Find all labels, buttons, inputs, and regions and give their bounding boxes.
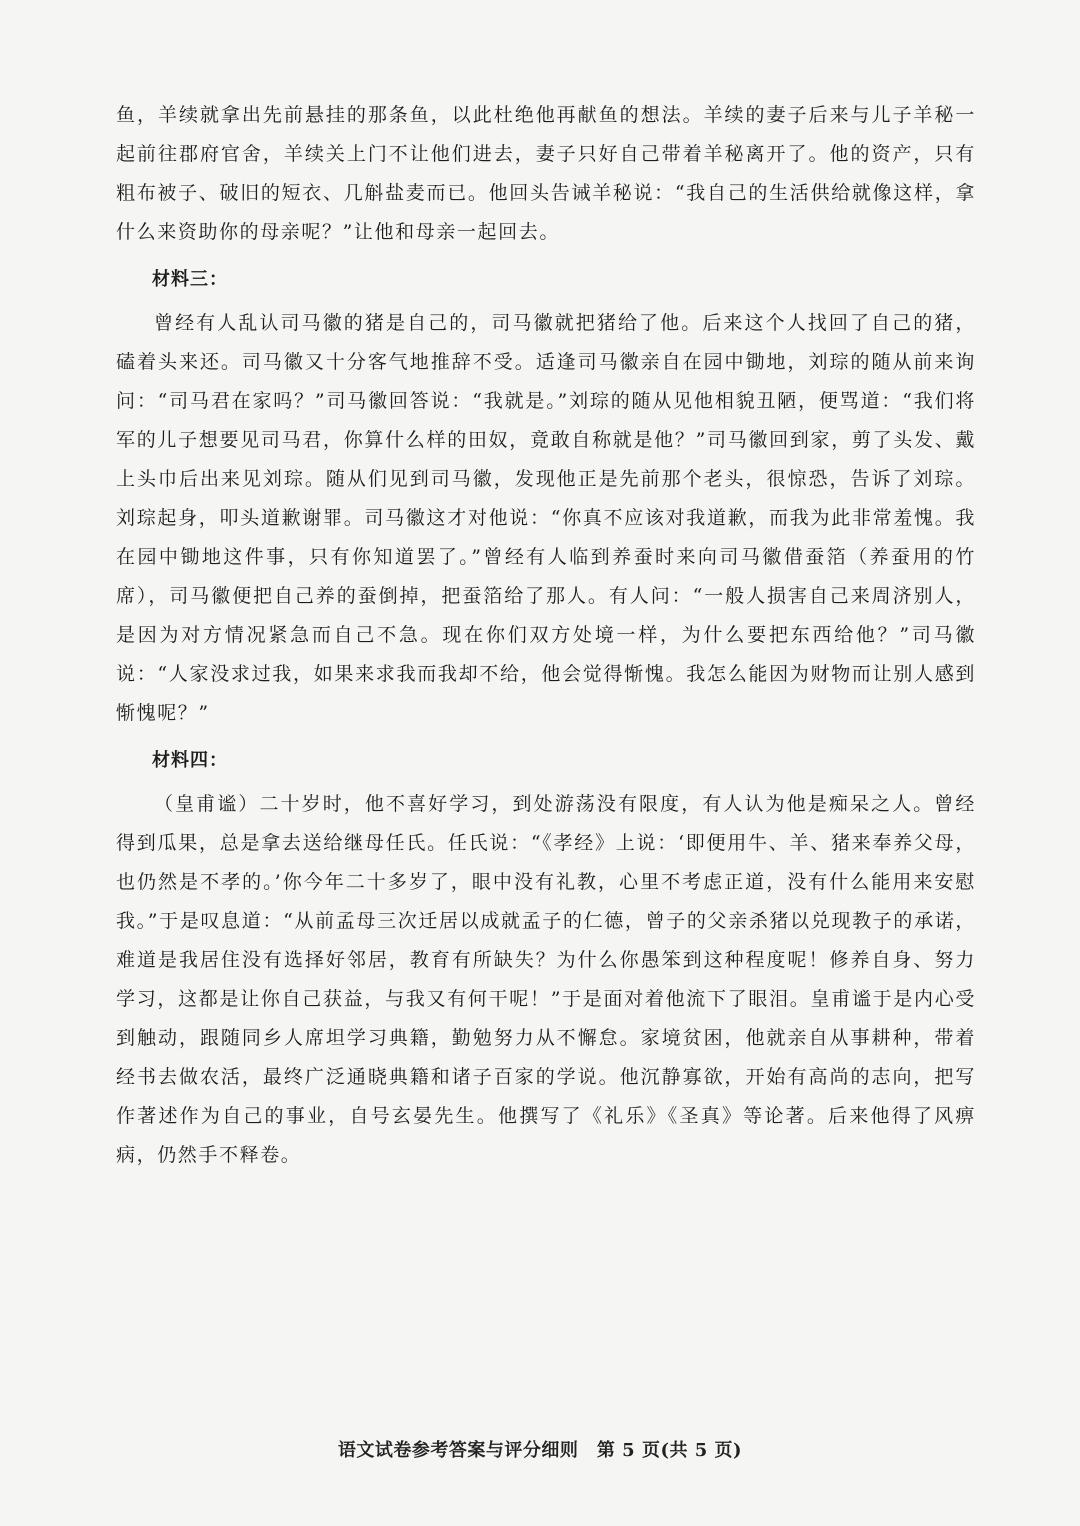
paragraph-material-two-continued: 鱼，羊续就拿出先前悬挂的那条鱼，以此杜绝他再献鱼的想法。羊续的妻子后来与儿子羊秘一起前往郡府官舍，羊续关上门不让他们进去，妻子只好自己带着羊秘离开了。他的资产，只有粗布被子、破旧的短衣、几斛盐麦而已。他回头告诫羊秘说：“我自己的生活供给就像这样，拿什么来资助你的母亲呢？”让他和母亲一起回去。 — [116, 104, 976, 243]
heading-material-three: 材料三： — [152, 269, 228, 290]
heading-material-four: 材料四： — [152, 750, 228, 771]
paragraph-material-three: 曾经有人乱认司马徽的猪是自己的，司马徽就把猪给了他。后来这个人找回了自己的猪，磕着头来还。司马徽又十分客气地推辞不受。适逢司马徽亲自在园中锄地，刘琮的随从前来询问：“司马君在家吗？”司马徽回答说：“我就是。”刘琮的随从见他相貌丑陋，便骂道：“我们将军的儿子想要见司马君，你算什么样的田奴，竟敢自称就是他？”司马徽回到家，剪了头发、戴上头巾后出来见刘琮。随从们见到司马徽，发现他正是先前那个老头，很惊恐，告诉了刘琮。刘琮起身，叩头道歉谢罪。司马徽这才对他说：“你真不应该对我道歉，而我为此非常羞愧。我在园中锄地这件事，只有你知道罢了。”曾经有人临到养蚕时来向司马徽借蚕箔（养蚕用的竹席），司马徽便把自己养的蚕倒掉，把蚕箔给了那人。有人问：“一般人损害自己来周济别人，是因为对方情况紧急而自己不急。现在你们双方处境一样，为什么要把东西给他？”司马徽说：“人家没求过我，如果来求我而我却不给，他会觉得惭愧。我怎么能因为财物而让别人感到惭愧呢？” — [116, 312, 976, 724]
paragraph-material-four: （皇甫谧）二十岁时，他不喜好学习，到处游荡没有限度，有人认为他是痴呆之人。曾经得到瓜果，总是拿去送给继母任氏。任氏说：“《孝经》上说：‘即便用牛、羊、猪来奉养父母，也仍然是不孝的。’你今年二十多岁了，眼中没有礼教，心里不考虑正道，没有什么能用来安慰我。”于是叹息道：“从前孟母三次迁居以成就孟子的仁德，曾子的父亲杀猪以兑现教子的承诺，难道是我居住没有选择好邻居，教育有所缺失？为什么你愚笨到这种程度呢！修养自身、努力学习，这都是让你自己获益，与我又有何干呢！”于是面对着他流下了眼泪。皇甫谧于是内心受到触动，跟随同乡人席坦学习典籍，勤勉努力从不懈怠。家境贫困，他就亲自从事耕种，带着经书去做农活，最终广泛通晓典籍和诸子百家的学说。他沉静寡欲，开始有高尚的志向，把写作著述作为自己的事业，自号玄晏先生。他撰写了《礼乐》《圣真》等论著。后来他得了风痹病，仍然手不释卷。 — [116, 793, 976, 1166]
document-body — [116, 96, 976, 1175]
page-footer: 语文试卷参考答案与评分细则 第 5 页(共 5 页) — [337, 1440, 743, 1461]
